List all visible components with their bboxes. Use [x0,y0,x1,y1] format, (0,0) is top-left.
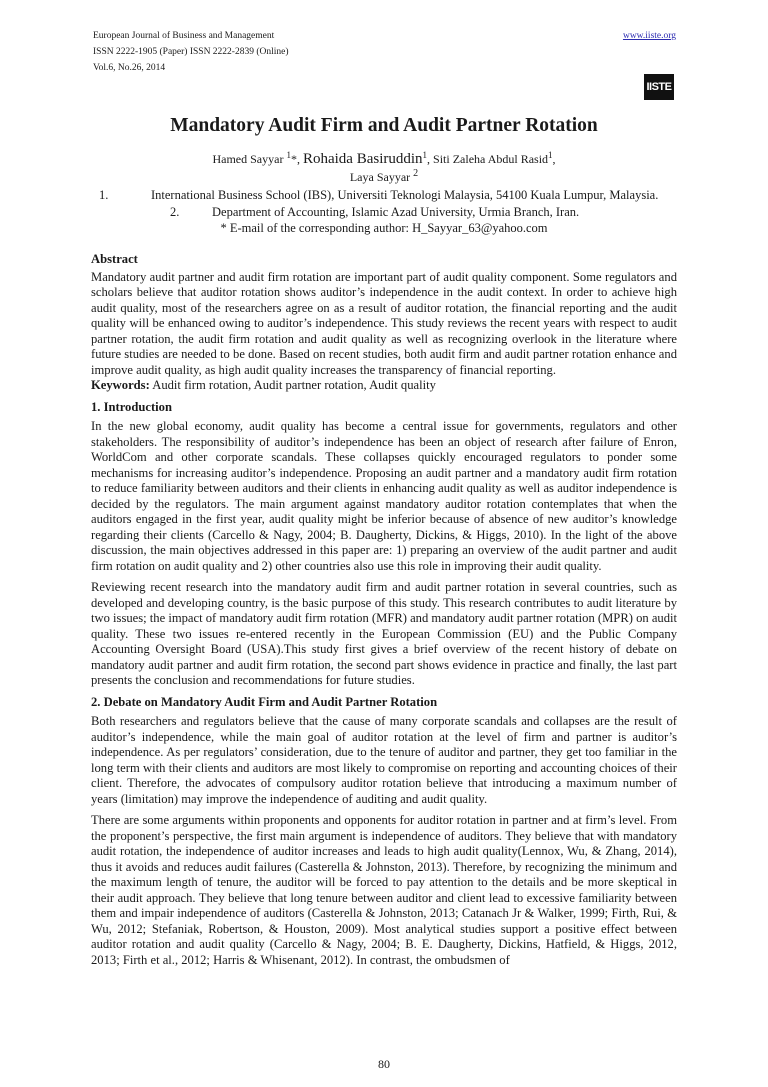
section-heading-debate: 2. Debate on Mandatory Audit Firm and Audit Partner Rotation [91,694,438,709]
logo-text: IISTE [646,81,672,93]
iiste-logo [644,74,674,100]
debate-paragraph-2: There are some arguments within proponents and opponents for auditor rotation in partner and at firm’s level. From the proponent’s perspective, the first main argument is independence of auditors. They believe that with mandatory audit rotation, the independence of auditor increases and leads to high audit quality(Lennox, Wu, & Zhang, 2014), thus it avoids and reduces audit failures (Casterella & Johnston, 2013). Therefore, by recognizing the minimum and the maximum length of tenure, the auditor will be forced to pay attention to the details and be more skeptical in their audit approach. They believe that long tenure between auditor and client lead to excessive familiarity between them and impair independence of auditors (Casterella & Johnston, 2013; Catanach Jr & Walker, 1999; Firth, Rui, & Wu, 2012; Stefaniak, Robertson, & Houston, 2009). Most analytical studies support a positive effect between auditor rotation and audit quality (Carcello & Nagy, 2004; B. E. Daugherty, Dickins, Hatfield, & Higgs, 2012, 2013; Firth et al., 2012; Harris & Whisenant, 2012). In contrast, the ombudsmen of [91,813,677,967]
journal-volume: Vol.6, No.26, 2014 [93,63,166,73]
page-number: 80 [378,1057,390,1071]
debate-paragraph-1: Both researchers and regulators believe that the cause of many corporate scandals and collapses are the result of auditor’s independence, while the main goal of auditor rotation at the level of firm and partner is auditor’s independence. As per regulators’ consideration, due to the tenure of auditor and partner, they get too familiar in the long term with their clients and auditors are most likely to compromise on reporting and accounting choices of their client. Therefore, the advocates of compulsory auditor rotation believe that introducing a maximum number of years (limitation) may improve the independence of auditing and audit quality. [91,714,677,806]
corresponding-email: * E-mail of the corresponding author: H_Sayyar_63@yahoo.com [220,221,548,235]
journal-header [93,28,289,76]
author-line-2 [0,168,768,185]
affiliation-2 [170,205,579,220]
paper-body [91,252,677,974]
affiliation-2-text: Department of Accounting, Islamic Azad University, Urmia Branch, Iran. [212,205,580,219]
author-1-mark: *, [290,152,300,166]
author-2-affil: 1 [422,150,428,160]
intro-paragraph-1: In the new global economy, audit quality has become a central issue for governments, regulators and other stakeholders. The responsibility of auditor’s independence has been an object of research after failure of Enron, WorldCom and other corporate scandals. These collapses quickly encouraged regulators to ponder some mechanisms for increasing auditor’s independence. Proposing an audit partner and a mandatory audit firm rotation to reduce familiarity between auditors and their clients in enhancing audit quality as well as auditor independence is decided by the regulators. The main argument against mandatory auditor rotation contemplates that when the auditors engaged in the first year, audit quality might be inferior because of absence of new auditor’s knowledge regarding their clients (Carcello & Nagy, 2004; B. Daugherty, Dickins, & Higgs, 2010). In the light of the above discussion, the main objectives addressed in this paper are: 1) preparing an overview of the audit partner and audit firm rotation on audit quality and 2) other countries also use this role in improving their audit quality. [91,419,677,573]
author-line: Hamed Sayyar $^1$*, Rohaida Basiruddin$^1$, Siti Zaleha Abdul Rasid$^1$, [212,150,556,167]
author-4-affil: 2 [413,168,419,179]
affiliation-1 [93,188,658,203]
keywords-label: Keywords: [91,378,150,392]
author-1-affil: 1 [286,150,291,160]
abstract-heading: Abstract [91,252,138,266]
affiliation-1-number: 1. [99,188,109,202]
journal-name: European Journal of Business and Management [93,31,275,41]
author-3-affil: 1 [548,150,553,160]
intro-paragraph-2: Reviewing recent research into the mandatory audit firm and audit partner rotation in several countries, such as developed and developing country, is the basic purpose of this study. This research contributes to audit literature by two issues; the impact of mandatory audit firm rotation (MFR) and mandatory audit partner rotation (MPR) on audit quality. These two issues re-entered recently in the European Commission (EU) and the Public Company Accounting Oversight Board (USA).This study first gives a brief overview of the recent history of debate on mandatory audit partner and audit firm rotation, the second part shows evidence in practice and finally, the last part presents the conclusion and recommendations for future studies. [91,580,677,687]
author-1: Hamed Sayyar [212,152,284,166]
journal-url-link[interactable]: www.iiste.org [622,31,676,41]
journal-issn: ISSN 2222-1905 (Paper) ISSN 2222-2839 (Online) [93,47,289,57]
affiliation-1-text: International Business School (IBS), Universiti Teknologi Malaysia, 54100 Kuala Lumpur, Malaysia. [151,188,659,202]
keywords-text: Audit firm rotation, Audit partner rotation, Audit quality [152,378,436,392]
section-heading-introduction: 1. Introduction [91,399,172,414]
author-4: Laya Sayyar [349,170,411,184]
paper-title: Mandatory Audit Firm and Audit Partner Rotation [170,115,598,136]
affiliation-2-number: 2. [170,205,180,219]
author-3: Siti Zaleha Abdul Rasid [433,152,549,166]
journal-url-block [623,28,676,44]
abstract-text: Mandatory audit partner and audit firm rotation are important part of audit quality component. Some regulators and scholars believe that auditor rotation shows auditor’s independence in the audit context. In order to achieve high audit quality, most of the researchers agree on as a result of auditor rotation, the financial reporting and the audit quality will be enhanced owing to auditor’s independence. This study reviews the recent years with respect to audit partner rotation, the audit firm rotation and audit quality as well as recognizing overlook in the literature where future studies are needed to be done. Based on recent studies, both audit firm and audit partner rotation enhance and improve audit quality, as high audit quality increases the transparency of financial reporting. [91,269,677,377]
keywords-line [91,378,677,394]
author-2: Rohaida Basiruddin [302,151,423,167]
